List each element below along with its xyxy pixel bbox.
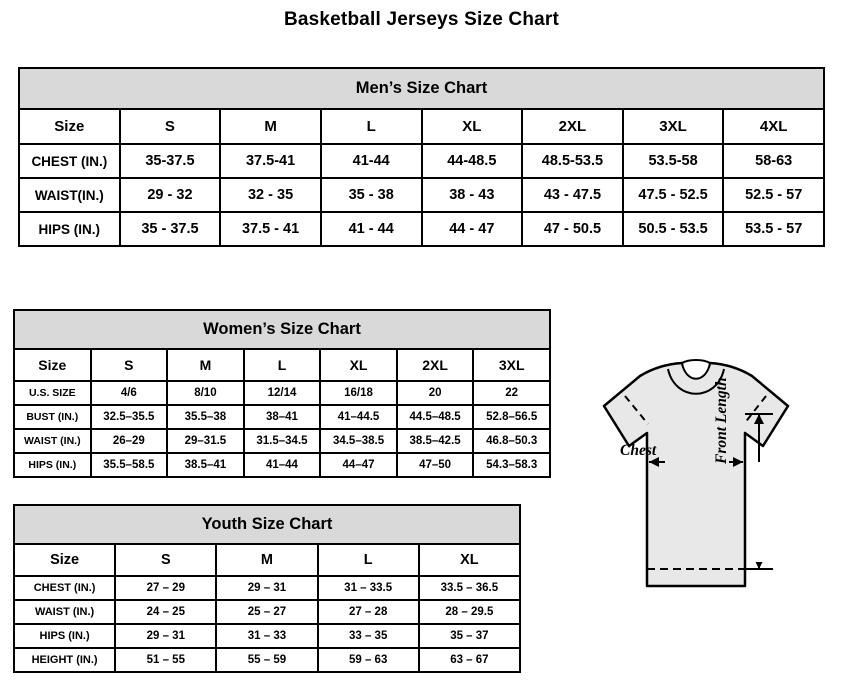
- row-label: HIPS (IN.): [14, 624, 115, 648]
- row-label: HEIGHT (IN.): [14, 648, 115, 672]
- table-cell: 51 – 55: [115, 648, 216, 672]
- table-cell: 26–29: [91, 429, 168, 453]
- table-cell: 47.5 - 52.5: [623, 178, 724, 212]
- table-cell: 32.5–35.5: [91, 405, 168, 429]
- table-row: [14, 453, 550, 477]
- table-cell: 52.8–56.5: [473, 405, 550, 429]
- youth-size-chart-table: [13, 504, 521, 673]
- table-cell: 33.5 – 36.5: [419, 576, 520, 600]
- table-cell: 35 – 37: [419, 624, 520, 648]
- column-header: S: [115, 544, 216, 576]
- table-cell: 34.5–38.5: [320, 429, 397, 453]
- table-cell: 41-44: [321, 144, 422, 178]
- table-cell: 27 – 29: [115, 576, 216, 600]
- table-cell: 38.5–42.5: [397, 429, 474, 453]
- table-cell: 41 - 44: [321, 212, 422, 246]
- mens-chart-caption: Men’s Size Chart: [19, 68, 824, 109]
- table-cell: 8/10: [167, 381, 244, 405]
- row-label: HIPS (IN.): [14, 453, 91, 477]
- table-cell: 37.5 - 41: [220, 212, 321, 246]
- table-cell: 29 – 31: [115, 624, 216, 648]
- table-row: [14, 405, 550, 429]
- table-cell: 35 - 38: [321, 178, 422, 212]
- table-cell: 12/14: [244, 381, 321, 405]
- column-header: L: [244, 349, 321, 381]
- column-header: M: [220, 109, 321, 144]
- column-header: Size: [14, 544, 115, 576]
- column-header: S: [120, 109, 221, 144]
- page-title: Basketball Jerseys Size Chart: [283, 9, 560, 30]
- table-cell: 29 – 31: [216, 576, 317, 600]
- table-cell: 35.5–38: [167, 405, 244, 429]
- table-cell: 53.5-58: [623, 144, 724, 178]
- column-header: L: [321, 109, 422, 144]
- row-label: BUST (IN.): [14, 405, 91, 429]
- jersey-measurement-diagram: [545, 354, 835, 674]
- table-row: [14, 624, 520, 648]
- column-header: L: [318, 544, 419, 576]
- table-cell: 50.5 - 53.5: [623, 212, 724, 246]
- table-cell: 27 – 28: [318, 600, 419, 624]
- table-cell: 31.5–34.5: [244, 429, 321, 453]
- table-row: [14, 576, 520, 600]
- table-cell: 41–44.5: [320, 405, 397, 429]
- column-header: 3XL: [473, 349, 550, 381]
- column-header: 3XL: [623, 109, 724, 144]
- table-cell: 22: [473, 381, 550, 405]
- table-cell: 16/18: [320, 381, 397, 405]
- table-cell: 47–50: [397, 453, 474, 477]
- column-header: XL: [422, 109, 523, 144]
- table-caption-row: [19, 68, 824, 109]
- table-cell: 44 - 47: [422, 212, 523, 246]
- row-label: HIPS (IN.): [19, 212, 120, 246]
- table-cell: 28 – 29.5: [419, 600, 520, 624]
- table-caption-row: [14, 310, 550, 349]
- table-cell: 38–41: [244, 405, 321, 429]
- table-cell: 29 - 32: [120, 178, 221, 212]
- table-cell: 47 - 50.5: [522, 212, 623, 246]
- table-row: [14, 648, 520, 672]
- row-label: CHEST (IN.): [14, 576, 115, 600]
- table-cell: 25 – 27: [216, 600, 317, 624]
- table-cell: 44-48.5: [422, 144, 523, 178]
- table-cell: 52.5 - 57: [723, 178, 824, 212]
- table-cell: 20: [397, 381, 474, 405]
- womens-chart-caption: Women’s Size Chart: [14, 310, 550, 349]
- table-cell: 29–31.5: [167, 429, 244, 453]
- table-header-row: [19, 109, 824, 144]
- column-header: M: [216, 544, 317, 576]
- column-header: 2XL: [397, 349, 474, 381]
- table-header-row: [14, 544, 520, 576]
- table-row: [19, 144, 824, 178]
- table-header-row: [14, 349, 550, 381]
- column-header: 2XL: [522, 109, 623, 144]
- mens-size-chart-table: [18, 67, 825, 247]
- table-row: [14, 381, 550, 405]
- table-cell: 38.5–41: [167, 453, 244, 477]
- row-label: WAIST (IN.): [14, 429, 91, 453]
- table-cell: 55 – 59: [216, 648, 317, 672]
- table-row: [19, 212, 824, 246]
- table-cell: 31 – 33: [216, 624, 317, 648]
- column-header: Size: [19, 109, 120, 144]
- column-header: Size: [14, 349, 91, 381]
- row-label: WAIST(IN.): [19, 178, 120, 212]
- column-header: XL: [320, 349, 397, 381]
- table-cell: 43 - 47.5: [522, 178, 623, 212]
- table-caption-row: [14, 505, 520, 544]
- womens-size-chart-table: [13, 309, 551, 478]
- table-cell: 54.3–58.3: [473, 453, 550, 477]
- table-cell: 46.8–50.3: [473, 429, 550, 453]
- table-cell: 41–44: [244, 453, 321, 477]
- table-cell: 37.5-41: [220, 144, 321, 178]
- table-cell: 63 – 67: [419, 648, 520, 672]
- table-cell: 35-37.5: [120, 144, 221, 178]
- table-row: [14, 429, 550, 453]
- chest-measurement-label: Chest: [620, 442, 657, 459]
- column-header: XL: [419, 544, 520, 576]
- table-cell: 38 - 43: [422, 178, 523, 212]
- table-cell: 33 – 35: [318, 624, 419, 648]
- table-cell: 59 – 63: [318, 648, 419, 672]
- table-cell: 24 – 25: [115, 600, 216, 624]
- table-cell: 32 - 35: [220, 178, 321, 212]
- table-cell: 31 – 33.5: [318, 576, 419, 600]
- table-cell: 4/6: [91, 381, 168, 405]
- row-label: U.S. SIZE: [14, 381, 91, 405]
- table-cell: 35 - 37.5: [120, 212, 221, 246]
- table-cell: 44.5–48.5: [397, 405, 474, 429]
- youth-chart-caption: Youth Size Chart: [14, 505, 520, 544]
- table-cell: 44–47: [320, 453, 397, 477]
- table-cell: 53.5 - 57: [723, 212, 824, 246]
- table-row: [14, 600, 520, 624]
- column-header: 4XL: [723, 109, 824, 144]
- column-header: M: [167, 349, 244, 381]
- row-label: CHEST (IN.): [19, 144, 120, 178]
- column-header: S: [91, 349, 168, 381]
- table-cell: 35.5–58.5: [91, 453, 168, 477]
- front-length-measurement-label: Front Length: [713, 377, 730, 464]
- table-row: [19, 178, 824, 212]
- table-cell: 48.5-53.5: [522, 144, 623, 178]
- table-cell: 58-63: [723, 144, 824, 178]
- jersey-shirt-icon: [545, 354, 835, 654]
- row-label: WAIST (IN.): [14, 600, 115, 624]
